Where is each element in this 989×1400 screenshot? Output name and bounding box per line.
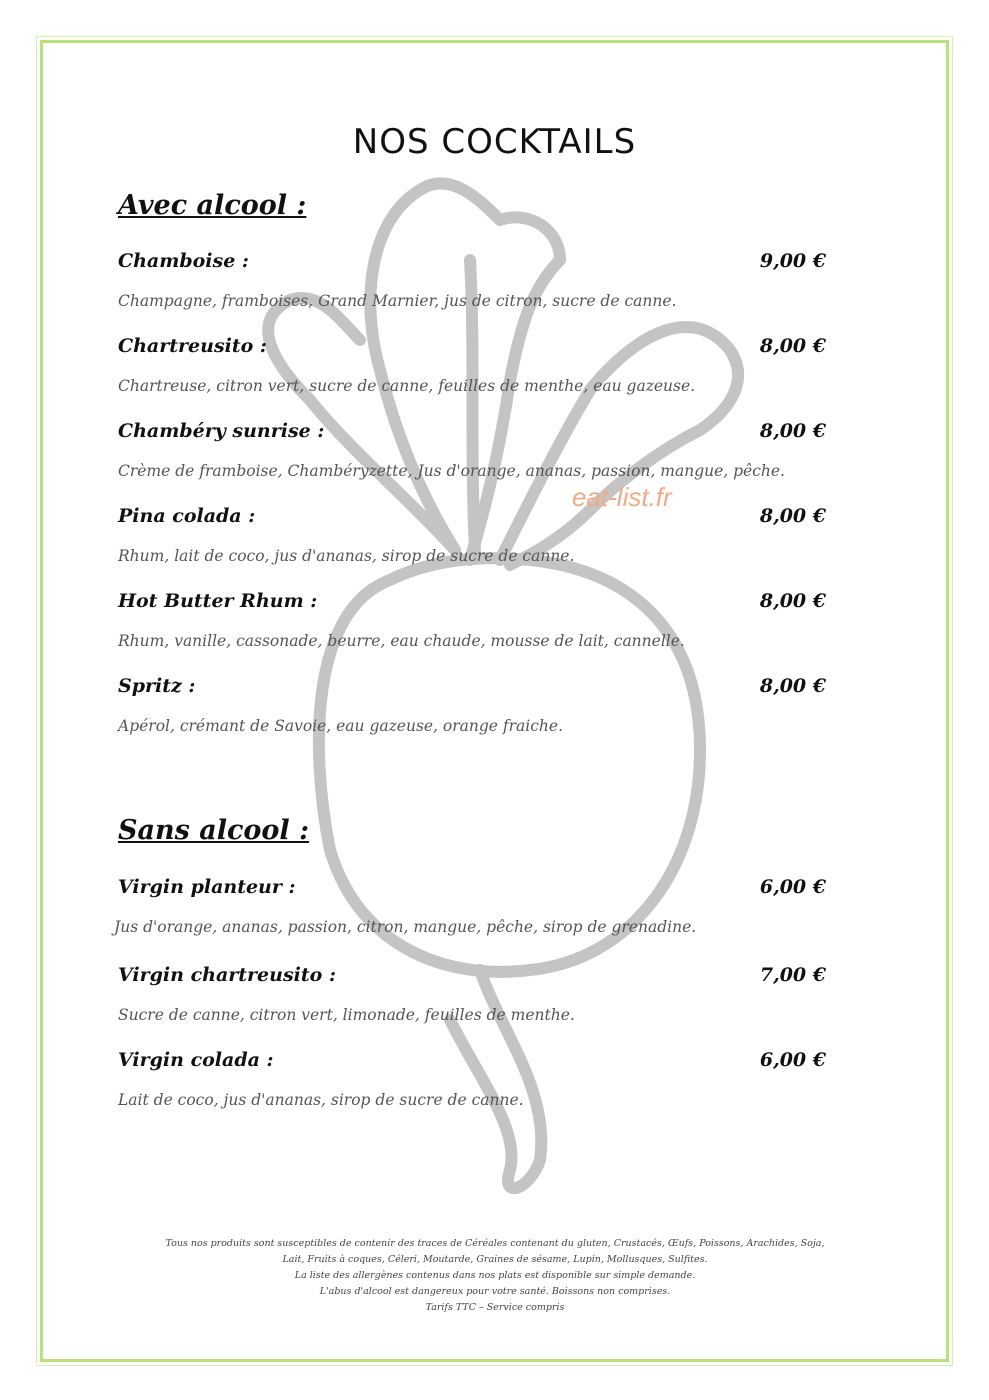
menu-item [118,250,838,330]
item-description: Rhum, lait de coco, jus d'ananas, sirop de sucre de canne. [118,547,575,565]
item-price: 6,00 € [759,1049,826,1071]
footer-line: Tous nos produits sont susceptibles de contenir des traces de Céréales contenant du gluten, Crustacés, Œufs, Poissons, Arachides, Soja, [165,1238,825,1249]
item-price: 8,00 € [759,590,826,612]
item-price: 8,00 € [759,505,826,527]
item-description: Champagne, framboises, Grand Marnier, jus de citron, sucre de canne. [118,292,677,310]
footer-notes [100,1236,890,1316]
footer-line: Lait, Fruits à coques, Céleri, Moutarde, Graines de sésame, Lupin, Mollusques, Sulfites. [282,1254,708,1265]
item-price: 9,00 € [759,250,826,272]
section-title-avec-alcool: Avec alcool : [118,190,307,221]
item-description: Rhum, vanille, cassonade, beurre, eau chaude, mousse de lait, cannelle. [118,632,685,650]
site-watermark: eat-list.fr [572,482,672,512]
menu-item [118,1049,838,1129]
footer-line: L'abus d'alcool est dangereux pour votre santé. Boissons non comprises. [319,1286,671,1297]
item-price: 8,00 € [759,335,826,357]
item-description: Sucre de canne, citron vert, limonade, feuilles de menthe. [118,1006,575,1024]
item-name: Chartreusito : [118,335,267,357]
item-price: 7,00 € [759,964,826,986]
section-title-sans-alcool: Sans alcool : [118,815,310,846]
menu-item [118,590,838,670]
menu-item [118,335,838,415]
menu-item [118,675,838,755]
footer-line: La liste des allergènes contenus dans nos plats est disponible sur simple demande. [294,1270,696,1281]
item-name: Chamboise : [118,250,249,272]
footer-line: Tarifs TTC – Service compris [425,1302,565,1313]
menu-item [118,964,838,1044]
item-description: Lait de coco, jus d'ananas, sirop de sucre de canne. [118,1091,524,1109]
item-name: Hot Butter Rhum : [118,590,318,612]
menu-item [118,420,838,500]
item-description: Apérol, crémant de Savoie, eau gazeuse, orange fraiche. [118,717,564,735]
item-description: Crème de framboise, Chambéryzette, Jus d'orange, ananas, passion, mangue, pêche. [118,462,785,480]
item-price: 8,00 € [759,420,826,442]
menu-item [118,505,838,585]
menu-item [114,876,838,956]
item-name: Virgin planteur : [118,876,296,898]
item-name: Virgin chartreusito : [118,964,336,986]
item-name: Pina colada : [118,505,256,527]
item-name: Chambéry sunrise : [118,420,325,442]
item-name: Virgin colada : [118,1049,274,1071]
item-price: 8,00 € [759,675,826,697]
item-price: 6,00 € [759,876,826,898]
item-description: Chartreuse, citron vert, sucre de canne, feuilles de menthe, eau gazeuse. [118,377,696,395]
item-description: Jus d'orange, ananas, passion, citron, mangue, pêche, sirop de grenadine. [114,918,697,936]
page-title: NOS COCKTAILS [352,122,637,162]
item-name: Spritz : [118,675,196,697]
